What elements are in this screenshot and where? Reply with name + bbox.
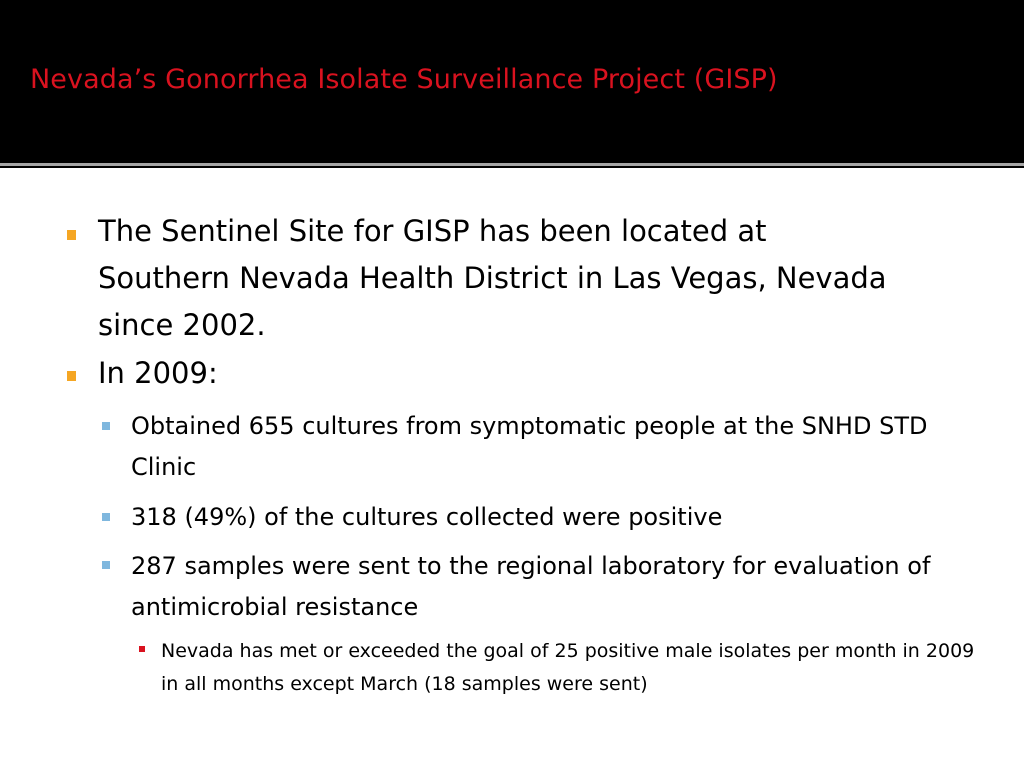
sub-bullet-item-positive-cultures: 318 (49%) of the cultures collected were positive [131, 503, 723, 531]
bullet-square-icon [67, 230, 76, 240]
title-divider [0, 160, 1024, 166]
sub-sub-bullet-item-monthly-goal: Nevada has met or exceeded the goal of 25 positive male isolates per month in 2009 in all months except March (18 samples were sent) [161, 640, 975, 695]
slide-body [0, 168, 1024, 768]
bullet-item-sentinel-site: The Sentinel Site for GISP has been located at Southern Nevada Health District in Las Vegas, Nevada since 2002. [98, 214, 887, 342]
sub-bullet-item-cultures-obtained: Obtained 655 cultures from symptomatic people at the SNHD STD Clinic [131, 412, 928, 481]
slide-title: Nevada’s Gonorrhea Isolate Surveillance Project (GISP) [30, 64, 778, 95]
sub-bullet-item-samples-sent: 287 samples were sent to the regional laboratory for evaluation of antimicrobial resistance [131, 552, 931, 621]
sub-sub-bullet-square-icon [139, 646, 145, 652]
sub-bullet-square-icon [102, 513, 110, 521]
sub-bullet-square-icon [102, 561, 110, 569]
bullet-item-year-2009: In 2009: [98, 356, 218, 390]
sub-bullet-square-icon [102, 422, 110, 430]
bullet-square-icon [67, 371, 76, 381]
title-bar [0, 0, 1024, 160]
